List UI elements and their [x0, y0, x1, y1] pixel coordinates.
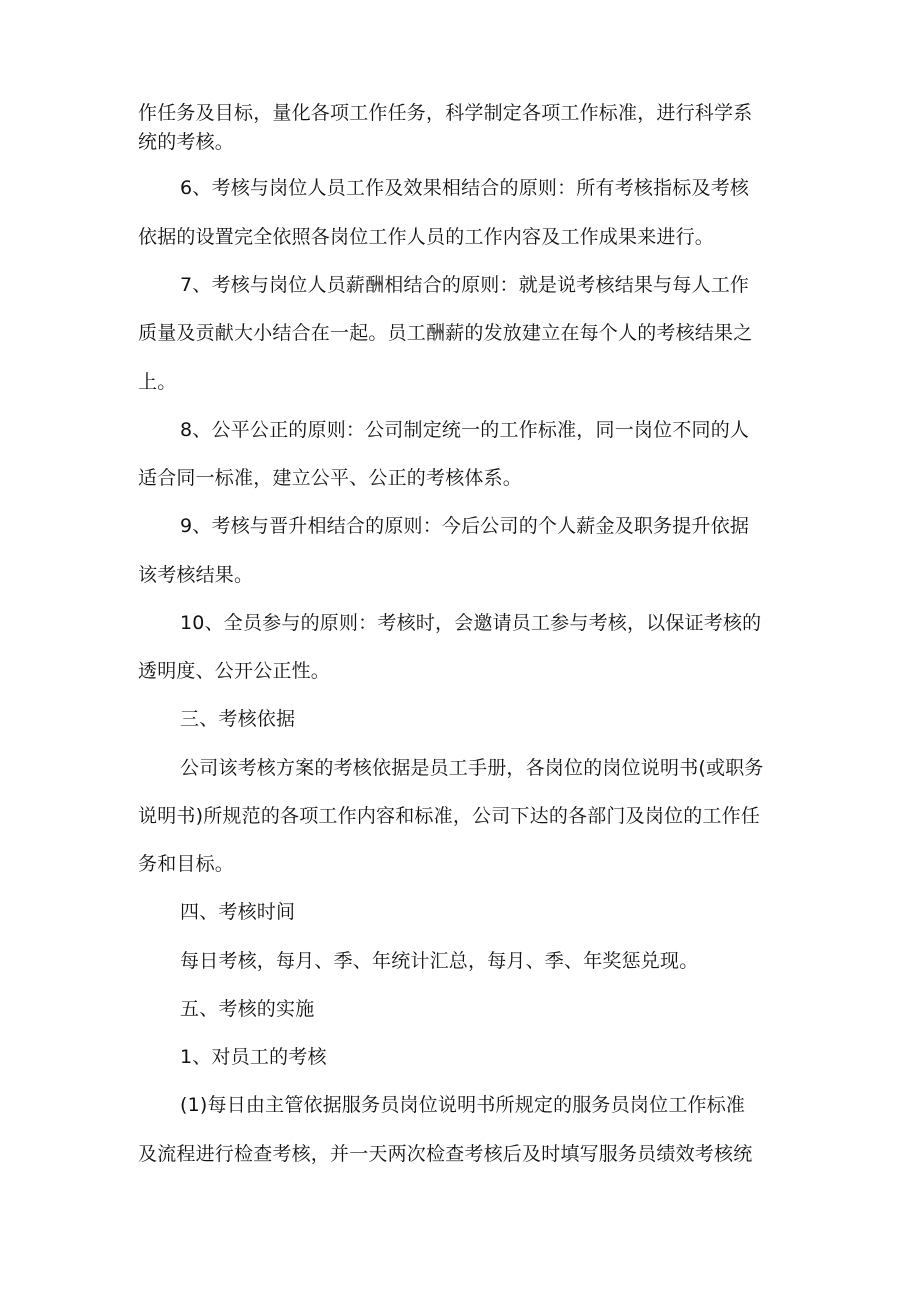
text-line: 作任务及目标，量化各项工作任务，科学制定各项工作标准，进行科学系 — [138, 102, 753, 124]
text-line: 务和目标。 — [138, 853, 235, 875]
section-heading-5: 五、考核的实施 — [180, 998, 315, 1020]
text-line: 该考核结果。 — [138, 564, 254, 586]
section-heading-4: 四、考核时间 — [180, 901, 296, 923]
principle-8-line: 8、公平公正的原则：公司制定统一的工作标准，同一岗位不同的人 — [180, 419, 750, 441]
text-line: 统的考核。 — [138, 131, 235, 153]
text-line: 依据的设置完全依照各岗位工作人员的工作内容及工作成果来进行。 — [138, 226, 715, 248]
subsection-heading-1: 1、对员工的考核 — [180, 1046, 327, 1068]
time-paragraph-line: 每日考核，每月、季、年统计汇总，每月、季、年奖惩兑现。 — [180, 950, 699, 972]
text-line: 质量及贡献大小结合在一起。员工酬薪的发放建立在每个人的考核结果之 — [138, 322, 753, 344]
principle-9-line: 9、考核与晋升相结合的原则：今后公司的个人薪金及职务提升依据 — [180, 515, 750, 537]
text-line: 上。 — [138, 371, 177, 393]
text-line: 及流程进行检查考核，并一天两次检查考核后及时填写服务员绩效考核统 — [138, 1143, 753, 1165]
principle-6-line: 6、考核与岗位人员工作及效果相结合的原则：所有考核指标及考核 — [180, 177, 750, 199]
principle-7-line: 7、考核与岗位人员薪酬相结合的原则：就是说考核结果与每人工作 — [180, 274, 750, 296]
item-1-line: (1)每日由主管依据服务员岗位说明书所规定的服务员岗位工作标准 — [180, 1094, 746, 1116]
basis-paragraph-line: 公司该考核方案的考核依据是员工手册，各岗位的岗位说明书(或职务 — [180, 757, 764, 779]
principle-10-line: 10、全员参与的原则：考核时，会邀请员工参与考核，以保证考核的 — [180, 612, 762, 634]
text-line: 说明书)所规范的各项工作内容和标准，公司下达的各部门及岗位的工作任 — [138, 805, 761, 827]
section-heading-3: 三、考核依据 — [180, 708, 296, 730]
text-line: 透明度、公开公正性。 — [138, 660, 331, 682]
text-line: 适合同一标准，建立公平、公正的考核体系。 — [138, 467, 523, 489]
